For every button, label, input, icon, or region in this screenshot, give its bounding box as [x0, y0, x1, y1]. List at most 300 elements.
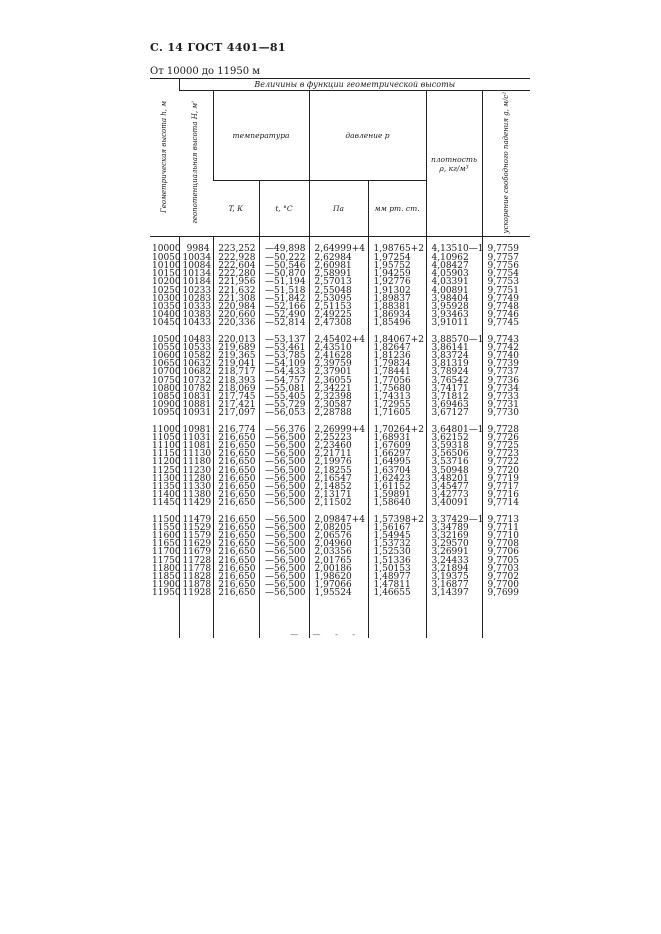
cell-temp-c: —51,842 [259, 295, 309, 303]
cell-temp-k: 216,774 [213, 426, 259, 434]
cell-geometric-height: 11400 [152, 490, 181, 501]
cell-gravity: 9,7700 [482, 581, 530, 589]
cell-temp-k: 222,604 [213, 262, 259, 270]
cell-density: 3,29570 [426, 540, 482, 548]
cell-geometric-height: 11650 [152, 539, 181, 550]
cell-geometric-height: 10650 [152, 359, 181, 370]
cell-temp-k: 221,632 [213, 287, 259, 295]
cell-temp-k: 216,650 [213, 450, 259, 458]
cell-temp-k: 216,650 [213, 524, 259, 532]
cell-temp-k: 218,069 [213, 385, 259, 393]
cell-density: 3,32169 [426, 532, 482, 540]
cell-gravity: 9,7753 [482, 278, 530, 286]
cell-temp-k: 216,650 [213, 442, 259, 450]
cell-temp-c: —56,500 [259, 548, 309, 556]
cell-geopotential-height: 11230 [179, 467, 213, 475]
cell-density: 3,16877 [426, 581, 482, 589]
cell-geometric-height: 11750 [152, 555, 181, 566]
cell-density: 3,53716 [426, 458, 482, 466]
cell-density: 3,67127 [426, 409, 482, 417]
cell-gravity: 9,7745 [482, 319, 530, 327]
cell-pressure-mm: 1,74313 [368, 393, 426, 401]
cell-density: 3,69463 [426, 401, 482, 409]
cell-temp-c: —56,500 [259, 458, 309, 466]
cell-density: 3,59318 [426, 442, 482, 450]
cell-density: 3,34789 [426, 524, 482, 532]
cell-pressure-mm: 1,81236 [368, 352, 426, 360]
cell-density: 3,95928 [426, 303, 482, 311]
cell-pressure-pa: 2,55048 [309, 287, 368, 295]
cell-gravity: 9,7723 [482, 450, 530, 458]
cell-pressure-pa: 2,49225 [309, 311, 368, 319]
cell-geopotential-height: 11529 [179, 524, 213, 532]
cell-geopotential-height: 11380 [179, 491, 213, 499]
cell-geopotential-height: 11728 [179, 557, 213, 565]
cell-pressure-pa: 2,37901 [309, 368, 368, 376]
cell-pressure-pa: 2,53095 [309, 295, 368, 303]
cell-geometric-height: 11250 [152, 465, 181, 476]
cell-temp-k: 219,365 [213, 352, 259, 360]
cell-gravity: 9,7722 [482, 458, 530, 466]
cell-pressure-mm: 1,64995 [368, 458, 426, 466]
cell-pressure-pa: 2,14852 [309, 483, 368, 491]
cell-temp-c: —56,500 [259, 491, 309, 499]
cell-pressure-mm: 1,79834 [368, 360, 426, 368]
cell-temp-c: —50,222 [259, 254, 309, 262]
col-header-temp-k: T, К [213, 181, 259, 237]
cell-temp-c: —56,500 [259, 524, 309, 532]
cell-density: 3,37429—1 [426, 516, 482, 524]
cell-pressure-pa: 2,41628 [309, 352, 368, 360]
cell-gravity: 9,7726 [482, 434, 530, 442]
cell-pressure-pa: 2,57013 [309, 278, 368, 286]
cell-geopotential-height: 9984 [179, 245, 213, 253]
table-body [150, 237, 530, 638]
cell-density: 3,71812 [426, 393, 482, 401]
cell-geopotential-height: 10483 [179, 336, 213, 344]
cell-gravity: 9,7720 [482, 467, 530, 475]
cell-temp-c: —56,500 [259, 565, 309, 573]
cell-geopotential-height: 11928 [179, 589, 213, 597]
cell-pressure-mm: 1,51336 [368, 557, 426, 565]
temperature-group-header: температура [213, 91, 309, 181]
cell-pressure-pa: 1,95524 [309, 589, 368, 597]
cell-gravity: 9,7746 [482, 311, 530, 319]
cell-pressure-mm: 1,89837 [368, 295, 426, 303]
cell-geometric-height: 11000 [152, 424, 181, 435]
cell-temp-k: 216,650 [213, 434, 259, 442]
cell-density: 3,19375 [426, 573, 482, 581]
cell-pressure-mm: 1,54945 [368, 532, 426, 540]
cell-density: 3,56506 [426, 450, 482, 458]
cell-gravity: 9,7734 [482, 385, 530, 393]
footer-marks: — — - - [290, 630, 362, 639]
cell-geopotential-height: 11778 [179, 565, 213, 573]
cell-pressure-mm: 1,46655 [368, 589, 426, 597]
cell-geopotential-height: 11629 [179, 540, 213, 548]
cell-pressure-pa: 2,60981 [309, 262, 368, 270]
cell-pressure-pa: 2,32398 [309, 393, 368, 401]
cell-geopotential-height: 10283 [179, 295, 213, 303]
cell-temp-c: —54,757 [259, 377, 309, 385]
table-container [150, 78, 530, 638]
cell-geopotential-height: 11180 [179, 458, 213, 466]
cell-geopotential-height: 10881 [179, 401, 213, 409]
col-header-pressure-mm: мм рт. ст. [368, 181, 426, 237]
col-header-temp-c: t, °C [259, 181, 309, 237]
cell-temp-k: 216,650 [213, 532, 259, 540]
cell-pressure-mm: 1,85496 [368, 319, 426, 327]
cell-temp-c: —56,500 [259, 589, 309, 597]
cell-temp-c: —55,405 [259, 393, 309, 401]
cell-pressure-pa: 2,47308 [309, 319, 368, 327]
cell-pressure-mm: 1,62423 [368, 475, 426, 483]
cell-geometric-height: 11100 [152, 440, 181, 451]
cell-pressure-mm: 1,92776 [368, 278, 426, 286]
cell-pressure-mm: 1,75680 [368, 385, 426, 393]
cell-temp-c: —56,500 [259, 467, 309, 475]
cell-density: 3,48201 [426, 475, 482, 483]
range-title: От 10000 до 11950 м [150, 66, 261, 77]
cell-density: 3,83724 [426, 352, 482, 360]
cell-temp-k: 216,650 [213, 540, 259, 548]
cell-temp-k: 216,650 [213, 565, 259, 573]
cell-density: 3,93463 [426, 311, 482, 319]
cell-temp-k: 216,650 [213, 458, 259, 466]
cell-pressure-pa: 2,26999+4 [309, 426, 368, 434]
cell-temp-k: 218,717 [213, 368, 259, 376]
cell-geometric-height: 11600 [152, 530, 181, 541]
cell-pressure-pa: 2,13171 [309, 491, 368, 499]
cell-temp-k: 216,650 [213, 581, 259, 589]
cell-pressure-mm: 1,52530 [368, 548, 426, 556]
cell-geometric-height: 10100 [152, 260, 181, 271]
cell-temp-k: 216,650 [213, 475, 259, 483]
cell-pressure-mm: 1,58640 [368, 499, 426, 507]
cell-pressure-mm: 1,88381 [368, 303, 426, 311]
cell-geopotential-height: 11081 [179, 442, 213, 450]
cell-geopotential-height: 11679 [179, 548, 213, 556]
table-row [150, 409, 530, 417]
table-row [150, 319, 530, 327]
cell-temp-c: —53,461 [259, 344, 309, 352]
cell-pressure-mm: 1,82647 [368, 344, 426, 352]
cell-temp-c: —52,490 [259, 311, 309, 319]
cell-geometric-height: 10200 [152, 277, 181, 288]
cell-geometric-height: 11450 [152, 498, 181, 509]
cell-geopotential-height: 11828 [179, 573, 213, 581]
cell-pressure-pa: 2,08205 [309, 524, 368, 532]
cell-density: 4,05903 [426, 270, 482, 278]
cell-geopotential-height: 10732 [179, 377, 213, 385]
cell-temp-c: —52,166 [259, 303, 309, 311]
cell-geopotential-height: 11579 [179, 532, 213, 540]
cell-geometric-height: 11900 [152, 580, 181, 591]
cell-temp-c: —51,194 [259, 278, 309, 286]
cell-density: 4,08427 [426, 262, 482, 270]
cell-density: 3,81319 [426, 360, 482, 368]
cell-gravity: 9,7714 [482, 499, 530, 507]
cell-gravity: 9,7757 [482, 254, 530, 262]
cell-geopotential-height: 10333 [179, 303, 213, 311]
cell-temp-c: —54,433 [259, 368, 309, 376]
cell-temp-c: —56,500 [259, 442, 309, 450]
cell-geopotential-height: 10831 [179, 393, 213, 401]
cell-geometric-height: 10900 [152, 400, 181, 411]
col-header-gravity [482, 91, 530, 237]
cell-temp-c: —56,500 [259, 434, 309, 442]
cell-pressure-pa: 2,04960 [309, 540, 368, 548]
cell-geopotential-height: 11330 [179, 483, 213, 491]
gap-cell [368, 598, 426, 638]
cell-pressure-pa: 2,43510 [309, 344, 368, 352]
cell-geometric-height: 11500 [152, 514, 181, 525]
cell-gravity: 9,7739 [482, 360, 530, 368]
cell-temp-k: 217,097 [213, 409, 259, 417]
cell-gravity: 9,7749 [482, 295, 530, 303]
cell-temp-c: —56,500 [259, 557, 309, 565]
cell-temp-k: 216,650 [213, 589, 259, 597]
cell-density: 3,42773 [426, 491, 482, 499]
cell-gravity: 9,7708 [482, 540, 530, 548]
cell-temp-k: 220,984 [213, 303, 259, 311]
cell-pressure-pa: 2,28788 [309, 409, 368, 417]
cell-geometric-height: 11200 [152, 457, 181, 468]
cell-temp-k: 216,650 [213, 491, 259, 499]
cell-temp-c: —56,500 [259, 450, 309, 458]
cell-geopotential-height: 10383 [179, 311, 213, 319]
col-header-pressure-pa: Па [309, 181, 368, 237]
col-header-geopotential-height [179, 91, 213, 237]
cell-pressure-pa: 2,19976 [309, 458, 368, 466]
cell-geometric-height: 10800 [152, 383, 181, 394]
page-header: С. 14 ГОСТ 4401—81 [150, 41, 286, 54]
table-row [150, 499, 530, 507]
cell-density: 4,13510—1 [426, 245, 482, 253]
cell-temp-k: 221,956 [213, 278, 259, 286]
cell-pressure-mm: 1,72955 [368, 401, 426, 409]
cell-geometric-height: 11150 [152, 449, 181, 460]
cell-temp-k: 216,650 [213, 499, 259, 507]
cell-gravity: 9,7754 [482, 270, 530, 278]
cell-geometric-height: 11050 [152, 432, 181, 443]
cell-temp-k: 223,252 [213, 245, 259, 253]
cell-gravity: 9,7710 [482, 532, 530, 540]
cell-pressure-mm: 1,86934 [368, 311, 426, 319]
cell-gravity: 9,7699 [482, 589, 530, 597]
cell-temp-c: —54,109 [259, 360, 309, 368]
cell-temp-c: —56,376 [259, 426, 309, 434]
cell-pressure-mm: 1,56167 [368, 524, 426, 532]
cell-gravity: 9,7717 [482, 483, 530, 491]
cell-temp-c: —56,500 [259, 540, 309, 548]
cell-density: 3,40091 [426, 499, 482, 507]
cell-density: 3,50948 [426, 467, 482, 475]
cell-gravity: 9,7751 [482, 287, 530, 295]
cell-gravity: 9,7713 [482, 516, 530, 524]
cell-geometric-height: 11800 [152, 563, 181, 574]
cell-geopotential-height: 10931 [179, 409, 213, 417]
cell-pressure-pa: 2,03356 [309, 548, 368, 556]
cell-geometric-height: 10050 [152, 252, 181, 263]
cell-density: 3,76542 [426, 377, 482, 385]
cell-pressure-mm: 1,66297 [368, 450, 426, 458]
cell-pressure-pa: 2,16547 [309, 475, 368, 483]
cell-geopotential-height: 10084 [179, 262, 213, 270]
gap-cell [150, 598, 179, 638]
cell-pressure-mm: 1,77056 [368, 377, 426, 385]
cell-temp-k: 217,421 [213, 401, 259, 409]
cell-pressure-mm: 1,97254 [368, 254, 426, 262]
cell-gravity: 9,7711 [482, 524, 530, 532]
cell-geopotential-height: 11280 [179, 475, 213, 483]
cell-geometric-height: 10600 [152, 350, 181, 361]
cell-geopotential-height: 10782 [179, 385, 213, 393]
cell-geometric-height: 11550 [152, 522, 181, 533]
cell-geopotential-height: 10632 [179, 360, 213, 368]
cell-pressure-mm: 1,53732 [368, 540, 426, 548]
cell-pressure-pa: 2,11502 [309, 499, 368, 507]
cell-temp-k: 219,689 [213, 344, 259, 352]
cell-temp-c: —52,814 [259, 319, 309, 327]
cell-geometric-height: 10300 [152, 293, 181, 304]
cell-temp-k: 221,308 [213, 295, 259, 303]
cell-density: 4,10962 [426, 254, 482, 262]
gap-cell [179, 598, 213, 638]
cell-gravity: 9,7759 [482, 245, 530, 253]
cell-geopotential-height: 10184 [179, 278, 213, 286]
cell-gravity: 9,7740 [482, 352, 530, 360]
cell-gravity: 9,7702 [482, 573, 530, 581]
cell-geopotential-height: 11479 [179, 516, 213, 524]
cell-pressure-mm: 1,94259 [368, 270, 426, 278]
cell-density: 3,64801—1 [426, 426, 482, 434]
cell-pressure-mm: 1,59891 [368, 491, 426, 499]
cell-temp-k: 216,650 [213, 483, 259, 491]
cell-pressure-mm: 1,61152 [368, 483, 426, 491]
cell-pressure-pa: 2,34221 [309, 385, 368, 393]
col-header-density: плотность ρ, кг/м³ [426, 91, 482, 237]
cell-geometric-height: 11350 [152, 481, 181, 492]
cell-temp-c: —55,081 [259, 385, 309, 393]
cell-geometric-height: 10000 [152, 244, 181, 255]
table-row [150, 589, 530, 597]
cell-temp-c: —53,785 [259, 352, 309, 360]
cell-pressure-mm: 1,63704 [368, 467, 426, 475]
cell-temp-c: —51,518 [259, 287, 309, 295]
cell-geometric-height: 10400 [152, 310, 181, 321]
cell-geometric-height: 10500 [152, 334, 181, 345]
cell-gravity: 9,7736 [482, 377, 530, 385]
atmosphere-table [150, 78, 530, 638]
cell-pressure-pa: 2,45402+4 [309, 336, 368, 344]
cell-density: 3,45477 [426, 483, 482, 491]
cell-temp-k: 222,928 [213, 254, 259, 262]
cell-geometric-height: 11700 [152, 547, 181, 558]
cell-temp-k: 216,650 [213, 467, 259, 475]
cell-temp-k: 220,013 [213, 336, 259, 344]
cell-geopotential-height: 11429 [179, 499, 213, 507]
cell-gravity: 9,7725 [482, 442, 530, 450]
cell-geopotential-height: 10134 [179, 270, 213, 278]
cell-temp-k: 216,650 [213, 548, 259, 556]
cell-gravity: 9,7719 [482, 475, 530, 483]
cell-temp-k: 220,336 [213, 319, 259, 327]
pressure-group-header: давление p [309, 91, 426, 181]
cell-pressure-pa: 2,01765 [309, 557, 368, 565]
cell-pressure-mm: 1,67609 [368, 442, 426, 450]
cell-density: 3,86141 [426, 344, 482, 352]
cell-density: 3,26991 [426, 548, 482, 556]
cell-geopotential-height: 10981 [179, 426, 213, 434]
group-header: Величины в функции геометрической высоты [179, 79, 530, 91]
cell-pressure-mm: 1,91302 [368, 287, 426, 295]
cell-geopotential-height: 10034 [179, 254, 213, 262]
cell-temp-c: —56,500 [259, 532, 309, 540]
cell-gravity: 9,7706 [482, 548, 530, 556]
cell-pressure-pa: 2,39759 [309, 360, 368, 368]
col-header-gravity-label: ускорение свободного падения g, м/с² [501, 92, 510, 234]
cell-temp-c: —56,053 [259, 409, 309, 417]
cell-temp-c: —56,500 [259, 573, 309, 581]
cell-geopotential-height: 10582 [179, 352, 213, 360]
cell-geometric-height: 10850 [152, 391, 181, 402]
cell-temp-c: —49,898 [259, 245, 309, 253]
cell-density: 3,62152 [426, 434, 482, 442]
cell-geopotential-height: 11031 [179, 434, 213, 442]
cell-temp-c: —50,870 [259, 270, 309, 278]
cell-temp-k: 216,650 [213, 557, 259, 565]
cell-geometric-height: 10150 [152, 269, 181, 280]
cell-pressure-pa: 2,36055 [309, 377, 368, 385]
cell-pressure-pa: 2,21711 [309, 450, 368, 458]
cell-pressure-pa: 1,97066 [309, 581, 368, 589]
cell-temp-c: —50,546 [259, 262, 309, 270]
cell-pressure-mm: 1,50153 [368, 565, 426, 573]
cell-pressure-mm: 1,70264+2 [368, 426, 426, 434]
cell-temp-k: 219,041 [213, 360, 259, 368]
cell-geopotential-height: 10233 [179, 287, 213, 295]
cell-gravity: 9,7703 [482, 565, 530, 573]
cell-pressure-mm: 1,68931 [368, 434, 426, 442]
cell-temp-k: 216,650 [213, 573, 259, 581]
cell-temp-k: 217,745 [213, 393, 259, 401]
cell-gravity: 9,7733 [482, 393, 530, 401]
cell-temp-c: —56,500 [259, 475, 309, 483]
cell-pressure-mm: 1,78441 [368, 368, 426, 376]
cell-density: 3,24433 [426, 557, 482, 565]
col-header-geometric-height-label: Геометрическая высота h, м [159, 100, 168, 213]
cell-temp-c: —56,500 [259, 581, 309, 589]
cell-pressure-pa: 2,18255 [309, 467, 368, 475]
cell-pressure-mm: 1,71605 [368, 409, 426, 417]
cell-pressure-mm: 1,95752 [368, 262, 426, 270]
cell-pressure-pa: 2,00186 [309, 565, 368, 573]
col-header-geopotential-label: геопотенциальная высота H, м' [191, 101, 200, 225]
cell-gravity: 9,7705 [482, 557, 530, 565]
cell-geometric-height: 11950 [152, 588, 181, 599]
gap-cell [213, 598, 259, 638]
cell-gravity: 9,7737 [482, 368, 530, 376]
cell-gravity: 9,7743 [482, 336, 530, 344]
cell-temp-k: 220,660 [213, 311, 259, 319]
cell-gravity: 9,7716 [482, 491, 530, 499]
gap-cell [482, 598, 530, 638]
cell-pressure-pa: 2,64999+4 [309, 245, 368, 253]
cell-temp-c: —56,500 [259, 499, 309, 507]
cell-geometric-height: 10950 [152, 408, 181, 419]
cell-pressure-pa: 2,23460 [309, 442, 368, 450]
